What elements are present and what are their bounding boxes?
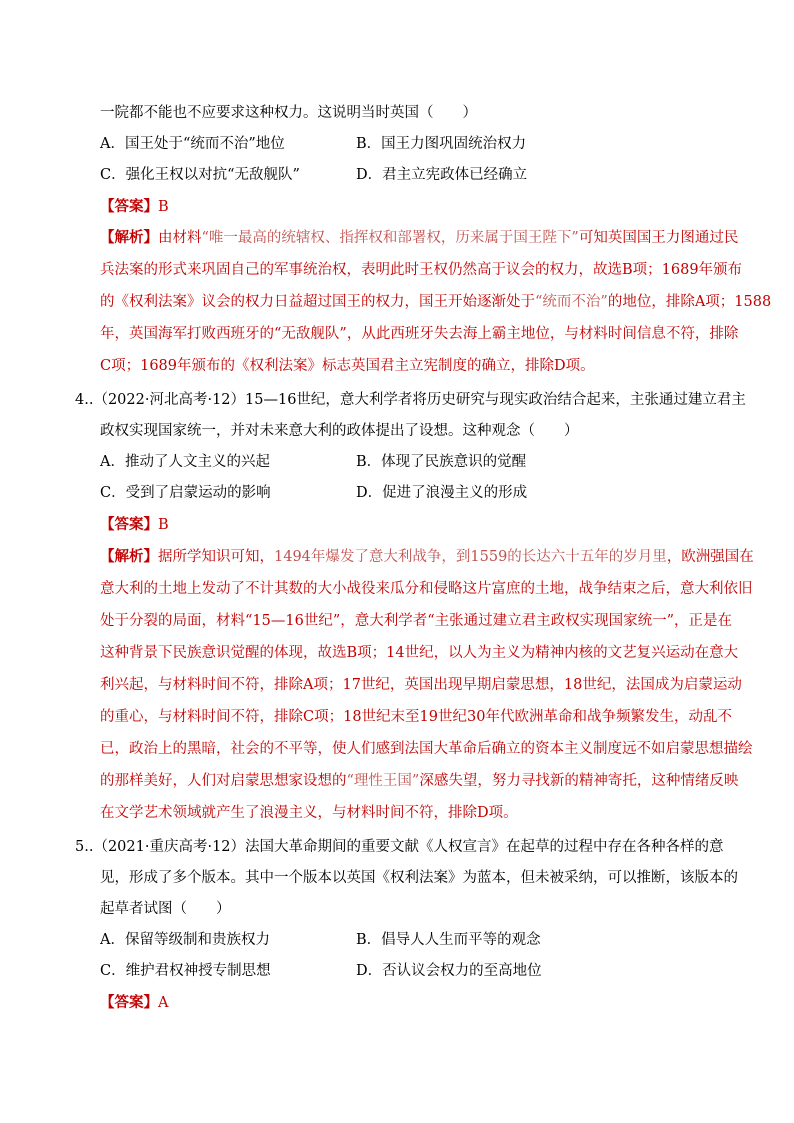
question-number: 5. xyxy=(75,839,89,855)
quote-highlight: “唯一最高的统辖权、指挥权和部署权，历来属于国王陛下” xyxy=(201,230,579,246)
q4-option-d: D．促进了浪漫主义的形成 xyxy=(356,485,528,501)
q4-analysis-line-4: 这种背景下民族意识觉醒的体现，故选B项；14世纪，以人为主义为精神内核的文艺复兴运动在意大 xyxy=(100,645,739,661)
q4-stem-line-2: 政权实现国家统一，并对未来意大利的政体提出了设想。这种观念（ ） xyxy=(100,423,579,439)
answer-value: B xyxy=(158,517,169,533)
q5-option-c: C．维护君权神授专制思想 xyxy=(100,963,271,979)
q3-analysis-line-5: C项；1689年颁布的《权利法案》标志英国君主立宪制度的确立，排除D项。 xyxy=(100,358,595,374)
answer-label: 【答案】 xyxy=(100,198,158,215)
q3-analysis-line-1: 【解析】由材料“唯一最高的统辖权、指挥权和部署权，历来属于国王陛下”可知英国国王力图通过民 xyxy=(100,229,739,246)
q3-stem: 一院都不能也不应要求这种权力。这说明当时英国（ ） xyxy=(100,105,477,121)
answer-value: B xyxy=(158,199,169,215)
q4-analysis-line-9: 在文学艺术领域就产生了浪漫主义，与材料时间不符，排除D项。 xyxy=(100,805,518,821)
q5-stem-line-1: 5..（2021·重庆高考·12）法国大革命期间的重要文献《人权宣言》在起草的过程中存在各种各样的意 xyxy=(75,839,724,855)
q5-answer xyxy=(100,993,168,1013)
q5-option-a: A．保留等级制和贵族权力 xyxy=(100,932,270,948)
q3-analysis-line-4: 年，英国海军打败西班牙的“无敌舰队”，从此西班牙失去海上霸主地位，与材料时间信息不符，排除 xyxy=(100,326,739,342)
q5-stem-line-3: 起草者试图（ ） xyxy=(100,901,231,917)
q4-option-a: A．推动了人文主义的兴起 xyxy=(100,454,270,470)
q3-analysis-line-3: 的《权利法案》议会的权力日益超过国王的权力，国王开始逐渐处于“统而不治”的地位，排除A项；1588 xyxy=(100,294,772,310)
q4-analysis-line-8: 的那样美好，人们对启蒙思想家设想的“理性王国”深感失望，努力寻找新的精神寄托，这种情绪反映 xyxy=(100,773,739,789)
q4-analysis-line-3: 处于分裂的局面，材料“15—16世纪”，意大利学者“主张通过建立君主政权实现国家统一”，正是在 xyxy=(100,613,733,629)
quote-highlight: 1494年爆发了意大利战争，到1559的长达六十五年的岁月里 xyxy=(274,549,667,565)
q4-option-c: C．受到了启蒙运动的影响 xyxy=(100,485,271,501)
q4-stem-line-1: 4..（2022·河北高考·12）15—16世纪，意大利学者将历史研究与现实政治结合起来，主张通过建立君主 xyxy=(75,392,746,408)
q4-analysis-line-2: 意大利的土地上发动了不计其数的大小战役来瓜分和侵略这片富庶的土地，战争结束之后，意大利依旧 xyxy=(100,581,753,597)
q3-analysis-line-2: 兵法案的形式来巩固自己的军事统治权，表明此时王权仍然高于议会的权力，故选B项；1689年颁布 xyxy=(100,262,743,278)
q4-analysis-line-7: 已，政治上的黑暗，社会的不平等，使人们感到法国大革命后确立的资本主义制度远不如启蒙思想描绘 xyxy=(100,741,753,757)
q3-option-c: C．强化王权以对抗“无敌舰队” xyxy=(100,167,300,183)
q4-analysis-line-6: 的重心，与材料时间不符，排除C项；18世纪末至19世纪30年代欧洲革命和战争频繁发生，动乱不 xyxy=(100,709,732,725)
q5-option-d: D．否认议会权力的至高地位 xyxy=(356,963,542,979)
quote-highlight: “统而不治” xyxy=(535,294,608,310)
answer-label: 【答案】 xyxy=(100,994,158,1011)
q4-answer xyxy=(100,515,169,535)
answer-value: A xyxy=(158,995,169,1011)
question-number: 4. xyxy=(75,392,89,408)
q4-analysis-line-5: 利兴起，与材料时间不符，排除A项；17世纪，英国出现早期启蒙思想，18世纪，法国成为启蒙运动 xyxy=(100,677,742,693)
analysis-label: 【解析】 xyxy=(100,548,158,565)
q3-option-a: A．国王处于“统而不治”地位 xyxy=(100,136,285,152)
q3-option-b: B．国王力图巩固统治权力 xyxy=(356,136,527,152)
question-source: .（2022·河北高考·12） xyxy=(88,392,246,408)
q3-answer xyxy=(100,197,169,217)
q4-option-b: B．体现了民族意识的觉醒 xyxy=(356,454,527,470)
q5-stem-line-2: 见，形成了多个版本。其中一个版本以英国《权利法案》为蓝本，但未被采纳，可以推断，该版本的 xyxy=(100,870,738,886)
analysis-label: 【解析】 xyxy=(100,229,158,246)
quote-highlight: “理性王国” xyxy=(346,773,420,789)
q4-analysis-line-1: 【解析】据所学知识可知，1494年爆发了意大利战争，到1559的长达六十五年的岁月里，欧洲强国在 xyxy=(100,548,754,565)
question-source: .（2021·重庆高考·12） xyxy=(88,839,246,855)
q3-option-d: D．君主立宪政体已经确立 xyxy=(356,167,528,183)
q5-option-b: B．倡导人人生而平等的观念 xyxy=(356,932,541,948)
answer-label: 【答案】 xyxy=(100,516,158,533)
